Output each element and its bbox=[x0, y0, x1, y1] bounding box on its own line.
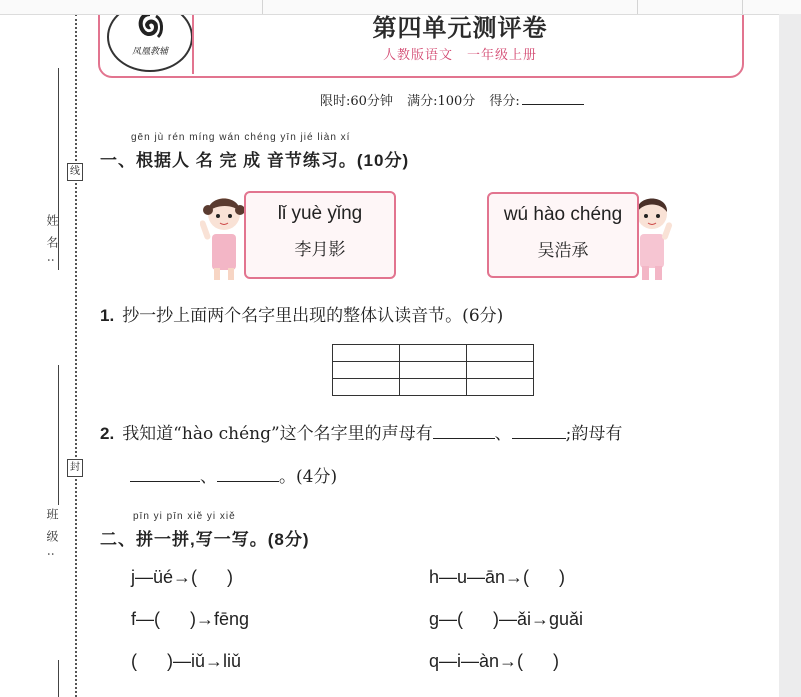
page-subtitle: 人教版语文 一年级上册 bbox=[382, 47, 537, 62]
section2-pinyin: pīn yi pīn xiě yi xiě bbox=[133, 511, 236, 522]
section1-pinyin: gēn jù rén míng wán chéng yīn jié liàn xí bbox=[131, 132, 351, 143]
name-card-1 bbox=[244, 191, 396, 279]
toolbar-segment[interactable] bbox=[637, 0, 743, 14]
spelling-item: ( )—iǔ→liǔ bbox=[131, 651, 242, 671]
question-2-line2 bbox=[130, 462, 337, 487]
grid-cell[interactable] bbox=[333, 379, 400, 396]
seal-line-box: 线 bbox=[67, 163, 83, 181]
grid-cell[interactable] bbox=[333, 362, 400, 379]
question-2-sep2: 、 bbox=[200, 467, 217, 487]
grid-cell[interactable] bbox=[467, 362, 534, 379]
grid-cell[interactable] bbox=[400, 362, 467, 379]
seal-seal-box: 封 bbox=[67, 459, 83, 477]
margin-rule bbox=[58, 660, 59, 697]
final-blank-2[interactable] bbox=[217, 481, 279, 482]
girl-illustration bbox=[200, 190, 248, 280]
answer-grid bbox=[332, 344, 534, 396]
question-1-text: 抄一抄上面两个名字里出现的整体认读音节。(6分) bbox=[122, 306, 504, 326]
grid-cell[interactable] bbox=[333, 345, 400, 362]
grid-cell[interactable] bbox=[467, 379, 534, 396]
page-title: 第四单元测评卷 bbox=[372, 15, 548, 42]
spelling-item: g—( )—ǎi→guǎi bbox=[429, 609, 584, 629]
question-2-number: 2. bbox=[100, 424, 115, 443]
name-card-2-hanzi: 吴浩承 bbox=[537, 241, 589, 261]
final-blank-1[interactable] bbox=[130, 481, 200, 482]
section2-title: 二、拼一拼,写一写。(8分) bbox=[100, 530, 310, 549]
question-1 bbox=[100, 301, 503, 326]
spelling-item: h—u—ān→( ) bbox=[429, 567, 566, 587]
time-limit: 限时:60分钟 bbox=[320, 94, 393, 109]
toolbar-segment[interactable] bbox=[262, 0, 638, 14]
question-1-number: 1. bbox=[100, 306, 115, 325]
score-blank[interactable] bbox=[522, 104, 584, 105]
initial-blank-2[interactable] bbox=[512, 438, 566, 439]
section1-title: 一、根据人 名 完 成 音节练习。(10分) bbox=[100, 151, 410, 170]
spelling-item: f—( )→fēng bbox=[131, 609, 250, 629]
question-2-sep1: 、 bbox=[494, 424, 512, 444]
scrollbar-track[interactable] bbox=[779, 14, 801, 697]
initial-blank-1[interactable] bbox=[433, 438, 495, 439]
name-card-2 bbox=[487, 192, 639, 278]
score-label: 得分: bbox=[489, 94, 520, 109]
name-card-1-hanzi: 李月影 bbox=[294, 240, 346, 260]
grid-cell[interactable] bbox=[400, 379, 467, 396]
full-marks: 满分:100分 bbox=[407, 94, 476, 109]
name-card-2-pinyin: wú hào chéng bbox=[503, 204, 623, 225]
name-label: 姓名: bbox=[45, 214, 59, 273]
question-2-text-a: 我知道“hào chéng”这个名字里的声母有 bbox=[122, 424, 433, 444]
grid-cell[interactable] bbox=[467, 345, 534, 362]
exam-meta bbox=[320, 90, 594, 109]
toolbar-segment[interactable] bbox=[0, 0, 263, 14]
grid-cell[interactable] bbox=[400, 345, 467, 362]
question-2-text-b: ;韵母有 bbox=[565, 424, 623, 444]
cut-line bbox=[75, 14, 77, 697]
spelling-item: j—üé→( ) bbox=[131, 567, 234, 587]
viewer-toolbar bbox=[0, 0, 801, 15]
name-card-1-pinyin: lǐ yuè yǐng bbox=[277, 203, 363, 224]
spelling-item: q—i—àn→( ) bbox=[429, 651, 560, 671]
logo-text: 凤凰教辅 bbox=[131, 47, 168, 57]
class-underline bbox=[58, 365, 59, 505]
question-2-end: 。(4分) bbox=[279, 467, 338, 487]
class-label: 班级: bbox=[45, 508, 59, 567]
question-2-line1 bbox=[100, 419, 622, 444]
